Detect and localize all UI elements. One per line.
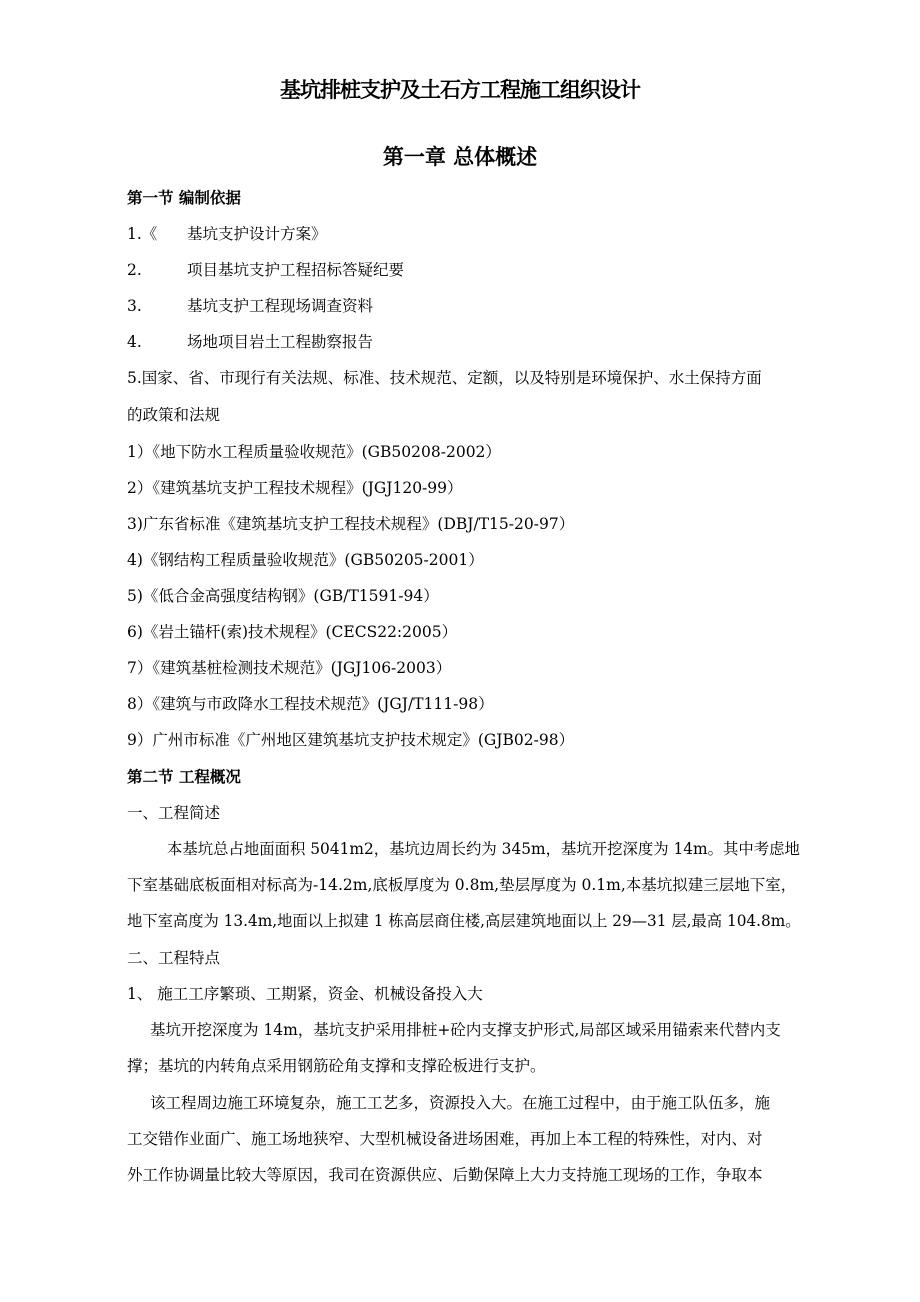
standard-item: 5)《低合金高强度结构钢》(GB/T1591-94） [127, 587, 439, 605]
paragraph-line: 撑；基坑的内转角点采用钢筋砼角支撑和支撑砼板进行支护。 [127, 1057, 546, 1075]
list-item-text: 场地项目岩土工程勘察报告 [187, 333, 374, 351]
paragraph-line: 该工程周边施工环境复杂，施工工艺多，资源投入大。在施工过程中，由于施工队伍多，施 [150, 1094, 771, 1112]
list-item [127, 330, 373, 352]
standard-item: 1）《地下防水工程质量验收规范》(GB50208-2002） [127, 443, 501, 461]
list-item [127, 222, 327, 244]
standard-item: 7）《建筑基桩检测技术规范》(JGJ106-2003） [127, 659, 452, 677]
document-title: 基坑排桩支护及土石方工程施工组织设计 [280, 77, 640, 102]
standard-item: 6)《岩土锚杆(索)技术规程》(CECS22:2005） [127, 623, 458, 641]
section-heading: 第二节 工程概况 [127, 767, 241, 786]
paragraph-line: 基坑开挖深度为 14m，基坑支护采用排桩+砼内支撑支护形式,局部区域采用锚索来代替内支 [150, 1021, 781, 1039]
list-item-text: 项目基坑支护工程招标答疑纪要 [187, 261, 405, 279]
subsection-heading: 一、工程简述 [127, 804, 221, 822]
paragraph-line: 外工作协调量比较大等原因，我司在资源供应、后勤保障上大力支持施工现场的工作，争取本 [127, 1166, 763, 1184]
point-heading: 1、 施工工序繁琐、工期紧，资金、机械设备投入大 [127, 985, 483, 1003]
list-item-text: 基坑支护工程现场调查资料 [187, 297, 374, 315]
paragraph-line: 本基坑总占地面面积 5041m2，基坑边周长约为 345m，基坑开挖深度为 14m。其中考虑地 [167, 840, 800, 858]
standard-item: 2）《建筑基坑支护工程技术规程》(JGJ120-99） [127, 479, 463, 497]
standard-item: 4)《钢结构工程质量验收规范》(GB50205-2001） [127, 551, 484, 569]
chapter-heading: 第一章 总体概述 [382, 144, 538, 169]
list-item-number: 1.《 [127, 225, 158, 243]
paragraph-line: 5.国家、省、市现行有关法规、标准、技术规范、定额，以及特别是环境保护、水土保持方面 [127, 369, 762, 387]
list-item-number: 2. [127, 261, 142, 279]
subsection-heading: 二、工程特点 [127, 949, 221, 967]
paragraph-line: 工交错作业面广、施工场地狭窄、大型机械设备进场困难，再加上本工程的特殊性，对内、对 [127, 1130, 763, 1148]
paragraph-line: 下室基础底板面相对标高为-14.2m,底板厚度为 0.8m,垫层厚度为 0.1m,本基坑拟建三层地下室， [127, 876, 797, 894]
paragraph-line: 的政策和法规 [127, 406, 221, 424]
list-item [127, 294, 373, 316]
standard-item: 8）《建筑与市政降水工程技术规范》(JGJ/T111-98） [127, 695, 494, 713]
list-item-number: 3. [127, 297, 142, 315]
standard-item: 9）广州市标准《广州地区建筑基坑支护技术规定》(GJB02-98） [127, 731, 575, 749]
list-item [127, 258, 404, 280]
list-item-text: 基坑支护设计方案》 [187, 225, 327, 243]
list-item-number: 4. [127, 333, 142, 351]
standard-item: 3)广东省标准《建筑基坑支护工程技术规程》(DBJ/T15-20-97） [127, 515, 575, 533]
section-heading: 第一节 编制依据 [127, 188, 241, 207]
paragraph-line: 地下室高度为 13.4m,地面以上拟建 1 栋高层商住楼,高层建筑地面以上 29—31 层,最高 104.8m。 [127, 912, 801, 930]
